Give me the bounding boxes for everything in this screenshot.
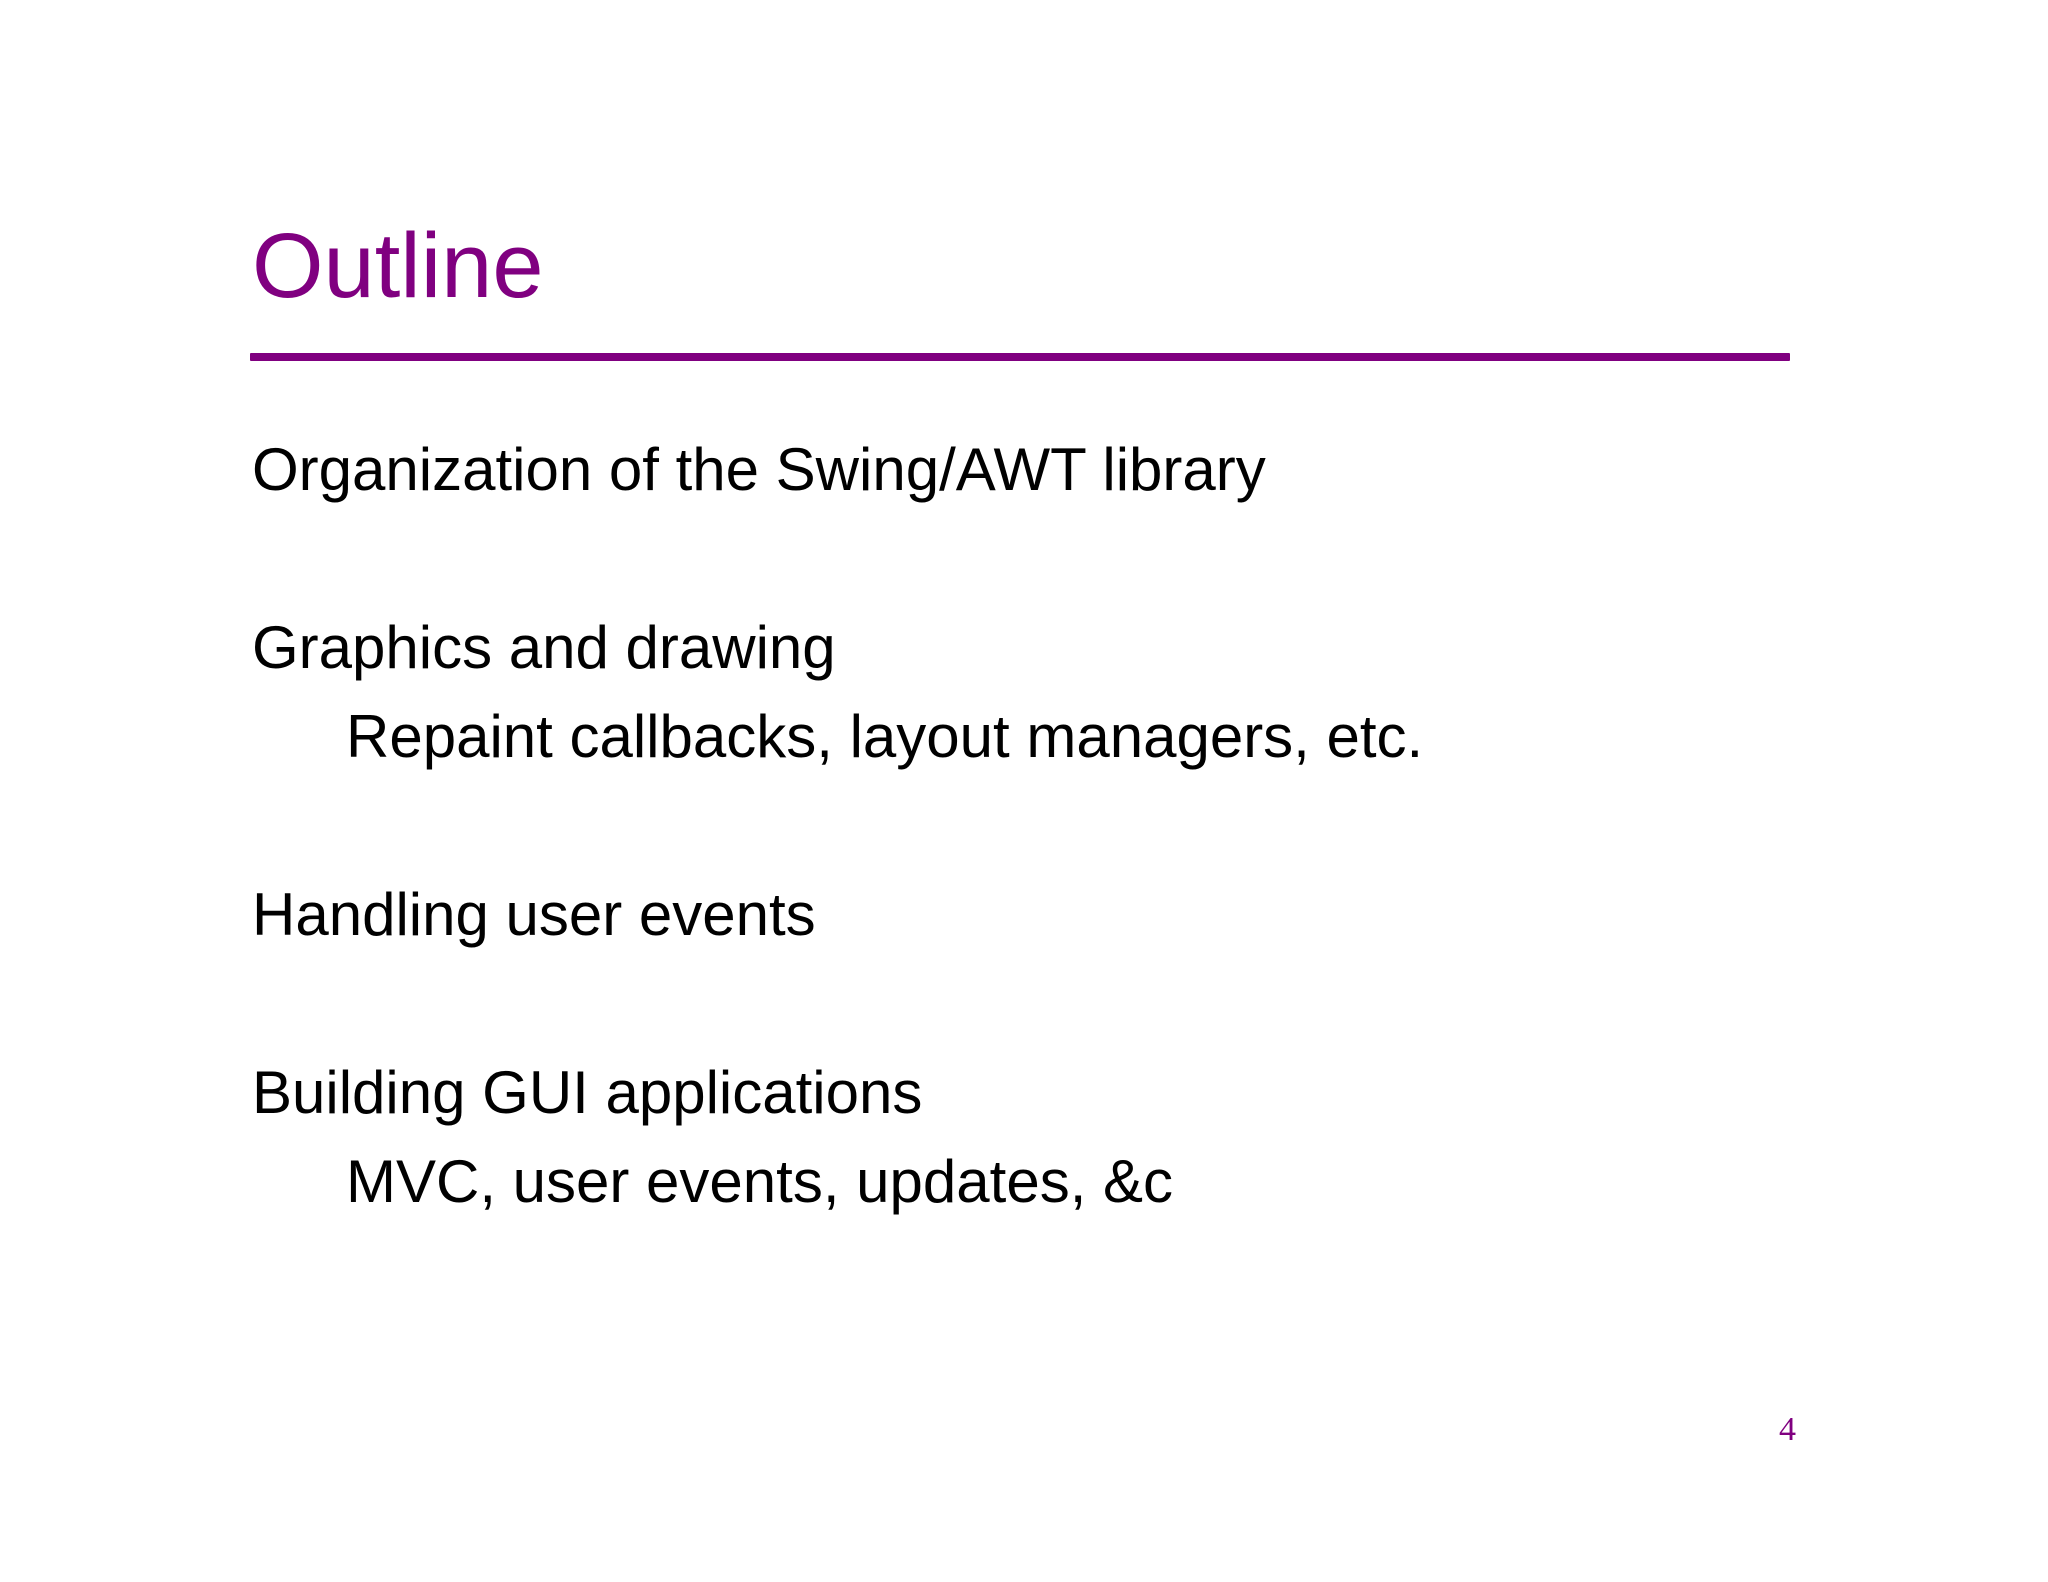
outline-subitem-repaint: Repaint callbacks, layout managers, etc. — [346, 703, 1424, 770]
outline-item-swing-awt: Organization of the Swing/AWT library — [252, 436, 1266, 503]
outline-subitem-mvc: MVC, user events, updates, &c — [346, 1148, 1174, 1215]
outline-item-user-events: Handling user events — [252, 881, 816, 948]
outline-item-gui-applications: Building GUI applications — [252, 1059, 923, 1126]
page-number: 4 — [1779, 1411, 1796, 1448]
title-underline-divider — [250, 353, 1790, 361]
slide-title: Outline — [252, 215, 544, 317]
outline-item-graphics: Graphics and drawing — [252, 614, 836, 681]
